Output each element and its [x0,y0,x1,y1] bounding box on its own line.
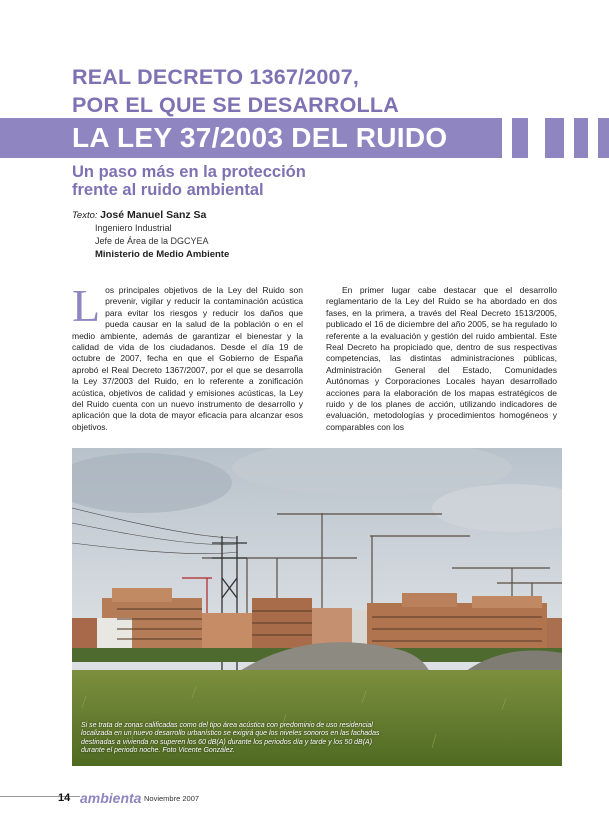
author-name: José Manuel Sanz Sa [100,209,207,221]
body-column-2 [326,285,557,433]
author-role-2: Jefe de Área de la DGCYEA [95,236,209,246]
construction-site-photo [72,448,562,766]
page-footer [0,792,300,806]
body-column-2-text: En primer lugar cabe destacar que el desarrollo reglamentario de la Ley del Ruido se ha abordado en dos fases, en la primera, a través del Real Decreto 1513/2005, publicado el 16 de diciembre del año 2005, se ha regulado lo referente a la evaluación y gestión del ruido ambiental. Este Real Decreto ha propiciado que, dentro de sus respectivas competencias, las distintas administraciones públicas, Administración General del Estado, Comunidades Autónomas y Corporaciones Locales hayan desarrollado acciones para la elaboración de los mapas estratégicos de ruido y de los planes de acción, utilizando indicadores de evaluación, metodologías y procedimientos homogéneos y comparables con los [326,285,557,432]
body-column-1 [72,280,303,433]
decorative-stripe [545,118,564,158]
author-credits [72,209,229,261]
magazine-name: ambienta [80,790,142,806]
credits-label: Texto: [72,210,98,221]
decorative-stripe [512,118,528,158]
title-band-text: LA LEY 37/2003 DEL RUIDO [72,122,448,153]
subtitle [72,163,306,199]
decorative-stripe [574,118,588,158]
title-line-1: REAL DECRETO 1367/2007, [72,65,360,89]
subtitle-line-2: frente al ruido ambiental [72,181,264,199]
author-organization: Ministerio de Medio Ambiente [95,249,230,260]
issue-date: Noviembre 2007 [144,794,200,803]
decorative-stripe [598,118,609,158]
author-role-1: Ingeniero Industrial [95,223,172,233]
body-column-1-text: os principales objetivos de la Ley del Ruido son prevenir, vigilar y reducir la contaminación acústica para evitar los riesgos y reducir los daños que pueda causar en la salud de la población o en el medio ambiente, además de garantizar el bienestar y la calidad de vida de los ciudadanos. Desde el día 19 de octubre de 2007, fecha en que el Gobierno de España aprobó el Real Decreto 1367/2007, por el que se desarrolla la Ley 37/2003 del Ruido, en lo referente a zonificación acústica, objetivos de calidad y emisiones acústicas, la Ley del Ruido cuenta con un nuevo instrumento de desarrollo y aplicación que la dota de mayor eficacia para alcanzar esos objetivos. [72,285,303,432]
page-number: 14 [58,792,71,804]
subtitle-line-1: Un paso más en la protección [72,163,306,181]
title-line-2: POR EL QUE SE DESARROLLA [72,93,399,117]
drop-cap: L [72,280,101,331]
photo-caption: Si se trata de zonas calificadas como del tipo área acústica con predominio de uso residencial localizada en un nuevo desarrollo urbanístico se exigirá que los niveles sonoros en las fachadas destinadas a vivienda no superen los 60 dB(A) durante los periodos día y tarde y los 50 dB(A) durante el periodo noche. Foto Vicente González. [81,722,380,754]
